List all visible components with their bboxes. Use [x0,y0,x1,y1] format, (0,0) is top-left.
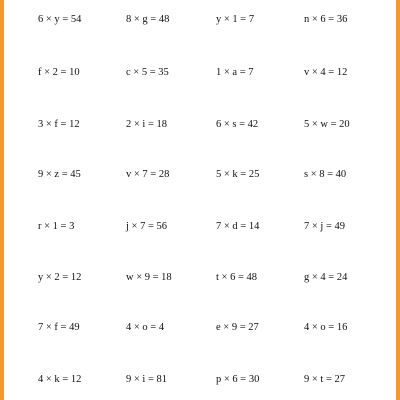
problem: g × 4 = 24 [304,272,348,283]
problem: n × 6 = 36 [304,14,348,25]
problem-row [8,66,400,86]
problem-row [8,220,400,240]
problem-row [8,13,400,33]
problem: 3 × f = 12 [38,119,80,130]
problem: 4 × o = 4 [126,322,165,333]
problem: 4 × k = 12 [38,374,82,385]
problem: v × 4 = 12 [304,67,348,78]
problem: 2 × i = 18 [126,119,168,130]
problem: r × 1 = 3 [38,221,75,232]
problem: 7 × d = 14 [216,221,260,232]
problem: 9 × z = 45 [38,169,81,180]
problem-row [8,373,400,393]
problem: e × 9 = 27 [216,322,259,333]
problem: p × 6 = 30 [216,374,260,385]
problem: 6 × y = 54 [38,14,82,25]
problem: 7 × j = 49 [304,221,346,232]
problem: v × 7 = 28 [126,169,170,180]
problem: 8 × g = 48 [126,14,170,25]
problem: t × 6 = 48 [216,272,258,283]
problem: 5 × k = 25 [216,169,260,180]
problem: 9 × t = 27 [304,374,346,385]
problem: c × 5 = 35 [126,67,169,78]
problem-row [8,321,400,341]
problem: 4 × o = 16 [304,322,348,333]
problem: 5 × w = 20 [304,119,350,130]
problem: s × 8 = 40 [304,169,347,180]
problem: 9 × i = 81 [126,374,168,385]
problem: j × 7 = 56 [126,221,168,232]
problem: 1 × a = 7 [216,67,254,78]
problem: 7 × f = 49 [38,322,80,333]
worksheet [8,0,400,400]
problem: y × 1 = 7 [216,14,255,25]
problem-row [8,271,400,291]
problem: w × 9 = 18 [126,272,172,283]
problem-row [8,118,400,138]
problem: 6 × s = 42 [216,119,259,130]
problem: f × 2 = 10 [38,67,80,78]
problem-row [8,168,400,188]
problem: y × 2 = 12 [38,272,82,283]
